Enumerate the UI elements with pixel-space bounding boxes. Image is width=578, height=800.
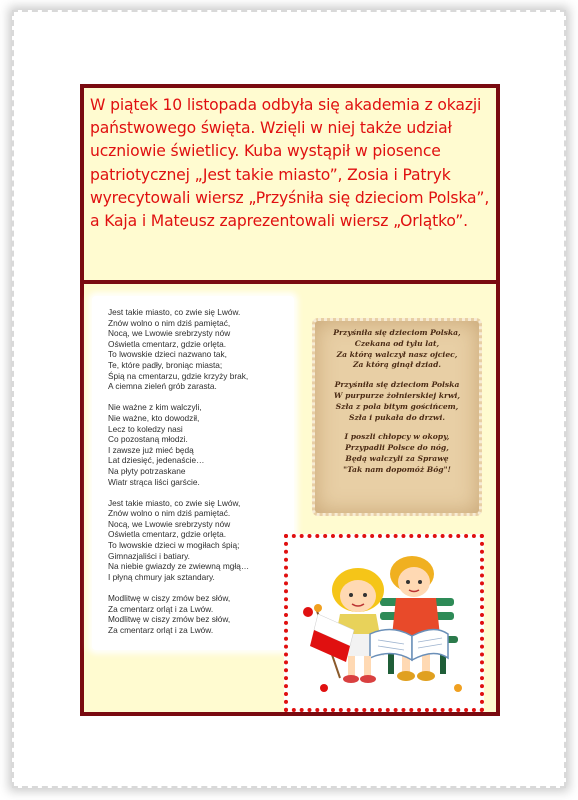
poem-line: I płyną chmury jak sztandary. [108,571,215,582]
poem-line: Te, które padły, broniąc miasta; [108,359,223,370]
parchment-line: Czekana od tylu lat, [354,338,440,348]
parchment-line: Przyśniła się dzieciom Polska [334,380,460,390]
poem-line: Nie ważne z kim walczyli, [108,402,202,413]
intro-box [84,88,496,284]
poem-line: Modlitwę w ciszy zmów bez słów, [108,614,231,625]
poem-line: Znów wolno o nim dziś pamiętać. [108,508,231,519]
poem-line: Na niebie gwiazdy ze zwiewną mgłą… [108,561,250,572]
poem-stanza-4 [108,593,304,635]
poem-line: Oświetla cmentarz, gdzie orlęta. [108,338,227,349]
parchment-line: Szła z pola bitym gościńcem, [335,401,459,411]
parchment-line: W purpurze żołnierskiej krwi, [333,390,461,400]
poem-line: Znów wolno o nim dziś pamiętać, [108,317,231,328]
parchment-line: Przyśniła się dzieciom Polska, [333,328,461,337]
poem-stanza-1 [108,307,304,392]
parchment-line: Za którą walczył nasz ojciec, [336,349,458,359]
intro-text: W piątek 10 listopada odbyła się akademia z okazji państwowego święta. Wzięli w niej także udział uczniowie świetlicy. Kuba wystąpił w piosence patriotycznej „Jest takie miasto”, Zosia i Patryk wyrecytowali wiersz „Przyśniła się dzieciom Polska”, a Kaja i Mateusz zaprezentowali wiersz „Orlątko”. [90,96,490,231]
poem-line: I zawsze już mieć będą [108,444,194,455]
parchment-line: "Tak nam dopomóż Bóg"! [343,464,451,474]
poem-line: To lwowskie dzieci nazwano tak, [108,349,227,360]
poem-line: Modlitwę w ciszy zmów bez słów, [108,593,231,604]
poem-line: Co pozostaną młodzi. [108,434,188,445]
poem-line: Jest takie miasto, co zwie się Lwów, [108,497,241,508]
poem-line: Nocą, we Lwowie srebrzysty nów [108,328,231,339]
parchment-stanza-2 [312,380,482,423]
poem-line: Wiatr strąca liści garście. [108,476,200,487]
poem-text [108,307,304,646]
parchment-stanza-3 [312,432,482,475]
poem-line: Jest takie miasto, co zwie się Lwów. [108,307,241,317]
poem-stanza-2 [108,402,304,487]
poem-line: Za cmentarz orląt i za Lwów. [108,624,214,635]
parchment-line: Szła i pukała do drzwi. [348,412,446,422]
poem-line: Za cmentarz orląt i za Lwów. [108,603,214,614]
poem-line: A ciemna zieleń grób zarasta. [108,381,217,392]
poem-stanza-3 [108,498,304,583]
poem-line: Lecz to koledzy nasi [108,423,183,434]
poem-line: Lat dziesięć, jedenaście… [108,455,205,466]
poem-line: Śpią na cmentarzu, gdzie krzyży brak, [108,370,249,381]
picture-frame [284,534,484,712]
parchment-line: Przypadli Polsce do nóg, [345,443,449,453]
poem-line: Oświetla cmentarz, gdzie orlęta. [108,529,227,540]
parchment-text [312,328,482,485]
children-reading-illustration [288,538,480,708]
parchment-line: I poszli chłopcy w okopy, [344,432,450,442]
poem-line: Gimnazjaliści i batiary. [108,550,190,561]
poem-line: Na płyty potrzaskane [108,465,186,476]
parchment-line: Będą walczyli za Sprawę [345,453,449,463]
poem-line: Nie ważne, kto dowodził, [108,412,200,423]
parchment-line: Za którą ginął dziad. [352,360,442,370]
parchment-stanza-1 [312,328,482,371]
poem-line: Nocą, we Lwowie srebrzysty nów [108,518,231,529]
poem-line: To lwowskie dzieci w mogiłach śpią; [108,540,240,551]
